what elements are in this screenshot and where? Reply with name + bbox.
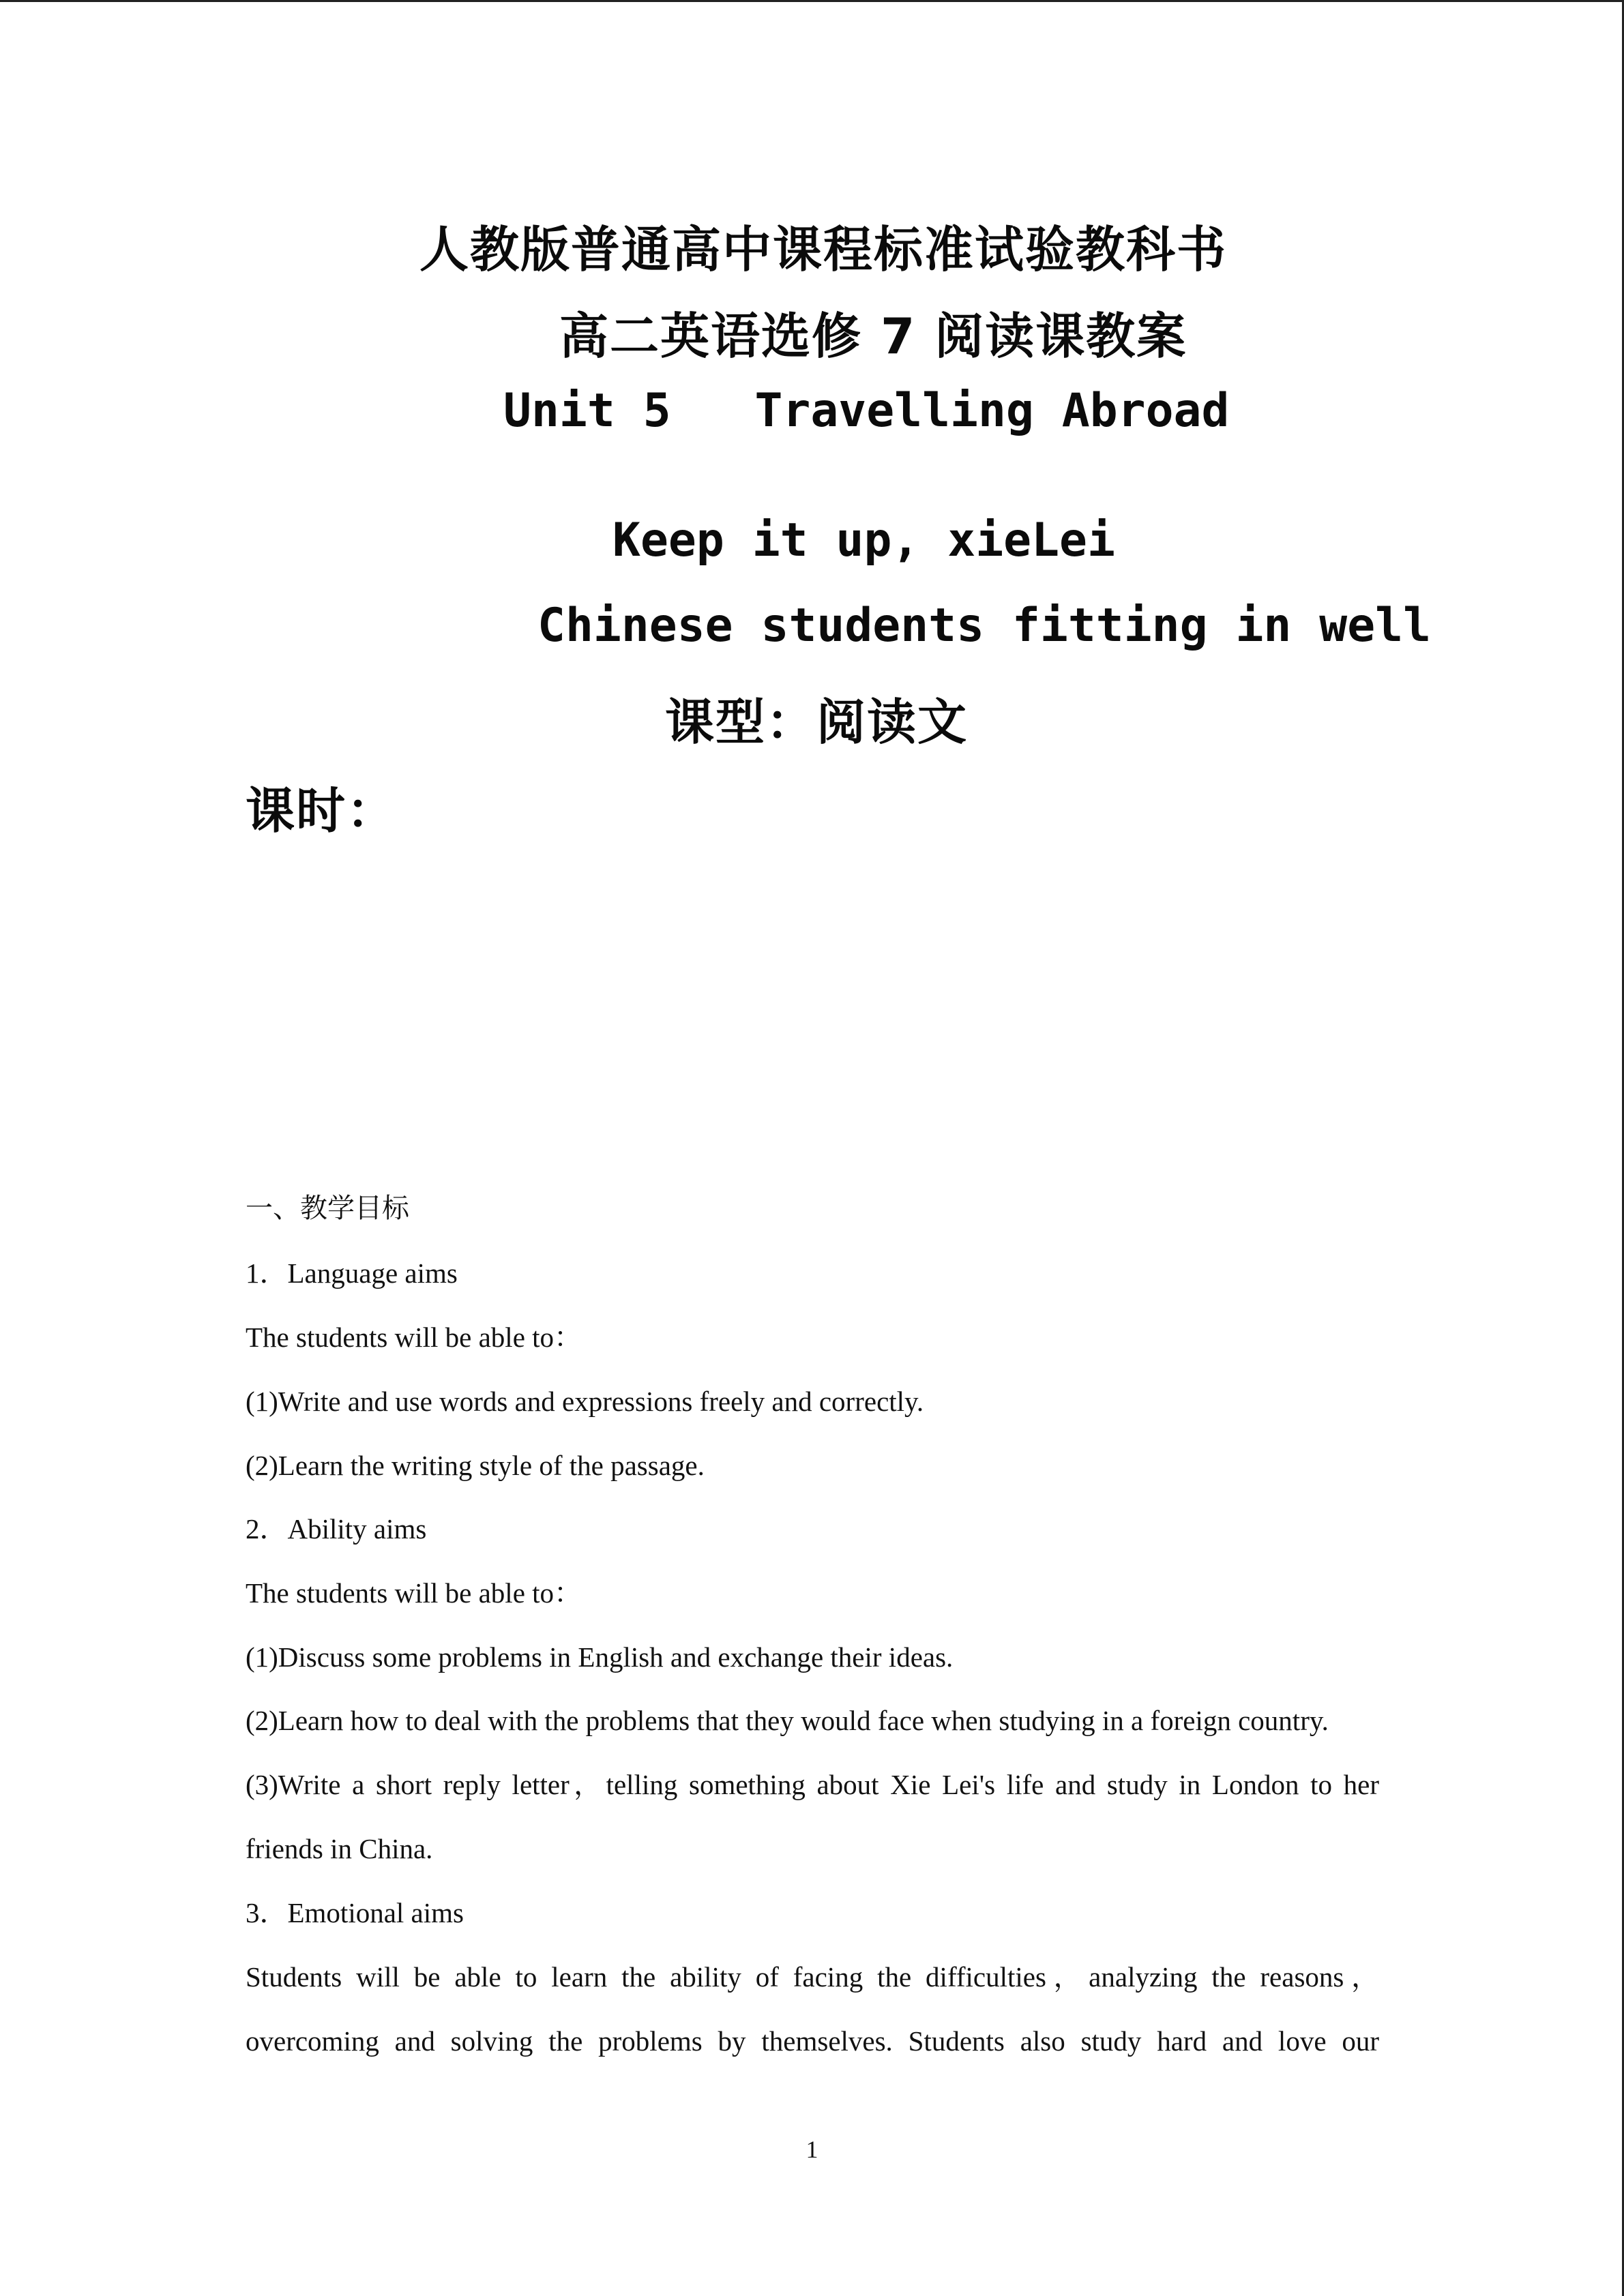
lesson-period: 课时： bbox=[246, 782, 398, 839]
ability-aims-intro: The students will be able to： bbox=[246, 1577, 582, 1609]
language-aims-heading: 1．Language aims bbox=[246, 1257, 458, 1289]
ability-aim-3-line-2: friends in China. bbox=[246, 1833, 433, 1864]
emotional-aims-line-2: overcoming and solving the problems by themselves. Students also study hard and love our bbox=[246, 2025, 1379, 2057]
page-number: 1 bbox=[806, 2136, 818, 2163]
title-unit: Unit 5 Travelling Abroad bbox=[503, 384, 1230, 438]
title-lesson-plan: 高二英语选修 7 阅读课教案 bbox=[559, 308, 1187, 365]
language-aims-intro: The students will be able to： bbox=[246, 1322, 582, 1353]
emotional-aims-line-1: Students will be able to learn the ability of facing the difficulties，analyzing the reasons， bbox=[246, 1961, 1379, 1993]
language-aim-2: (2)Learn the writing style of the passage. bbox=[246, 1450, 705, 1481]
ability-aim-3-line-1: (3)Write a short reply letter，telling something about Xie Lei's life and study in London to her bbox=[246, 1769, 1379, 1800]
lesson-type: 课型：阅读文 bbox=[665, 694, 969, 751]
emotional-aims-heading: 3．Emotional aims bbox=[246, 1897, 464, 1928]
language-aim-1: (1)Write and use words and expressions freely and correctly. bbox=[246, 1386, 924, 1417]
ability-aims-heading: 2．Ability aims bbox=[246, 1513, 427, 1545]
title-passage-1: Keep it up, xieLei bbox=[612, 513, 1115, 567]
ability-aim-2: (2)Learn how to deal with the problems that they would face when studying in a foreign country. bbox=[246, 1705, 1329, 1736]
section-heading-objectives: 一、教学目标 bbox=[246, 1193, 409, 1224]
title-textbook: 人教版普通高中课程标准试验教科书 bbox=[419, 221, 1228, 278]
title-passage-2: Chinese students fitting in well bbox=[537, 599, 1432, 653]
ability-aim-1: (1)Discuss some problems in English and exchange their ideas. bbox=[246, 1641, 954, 1673]
